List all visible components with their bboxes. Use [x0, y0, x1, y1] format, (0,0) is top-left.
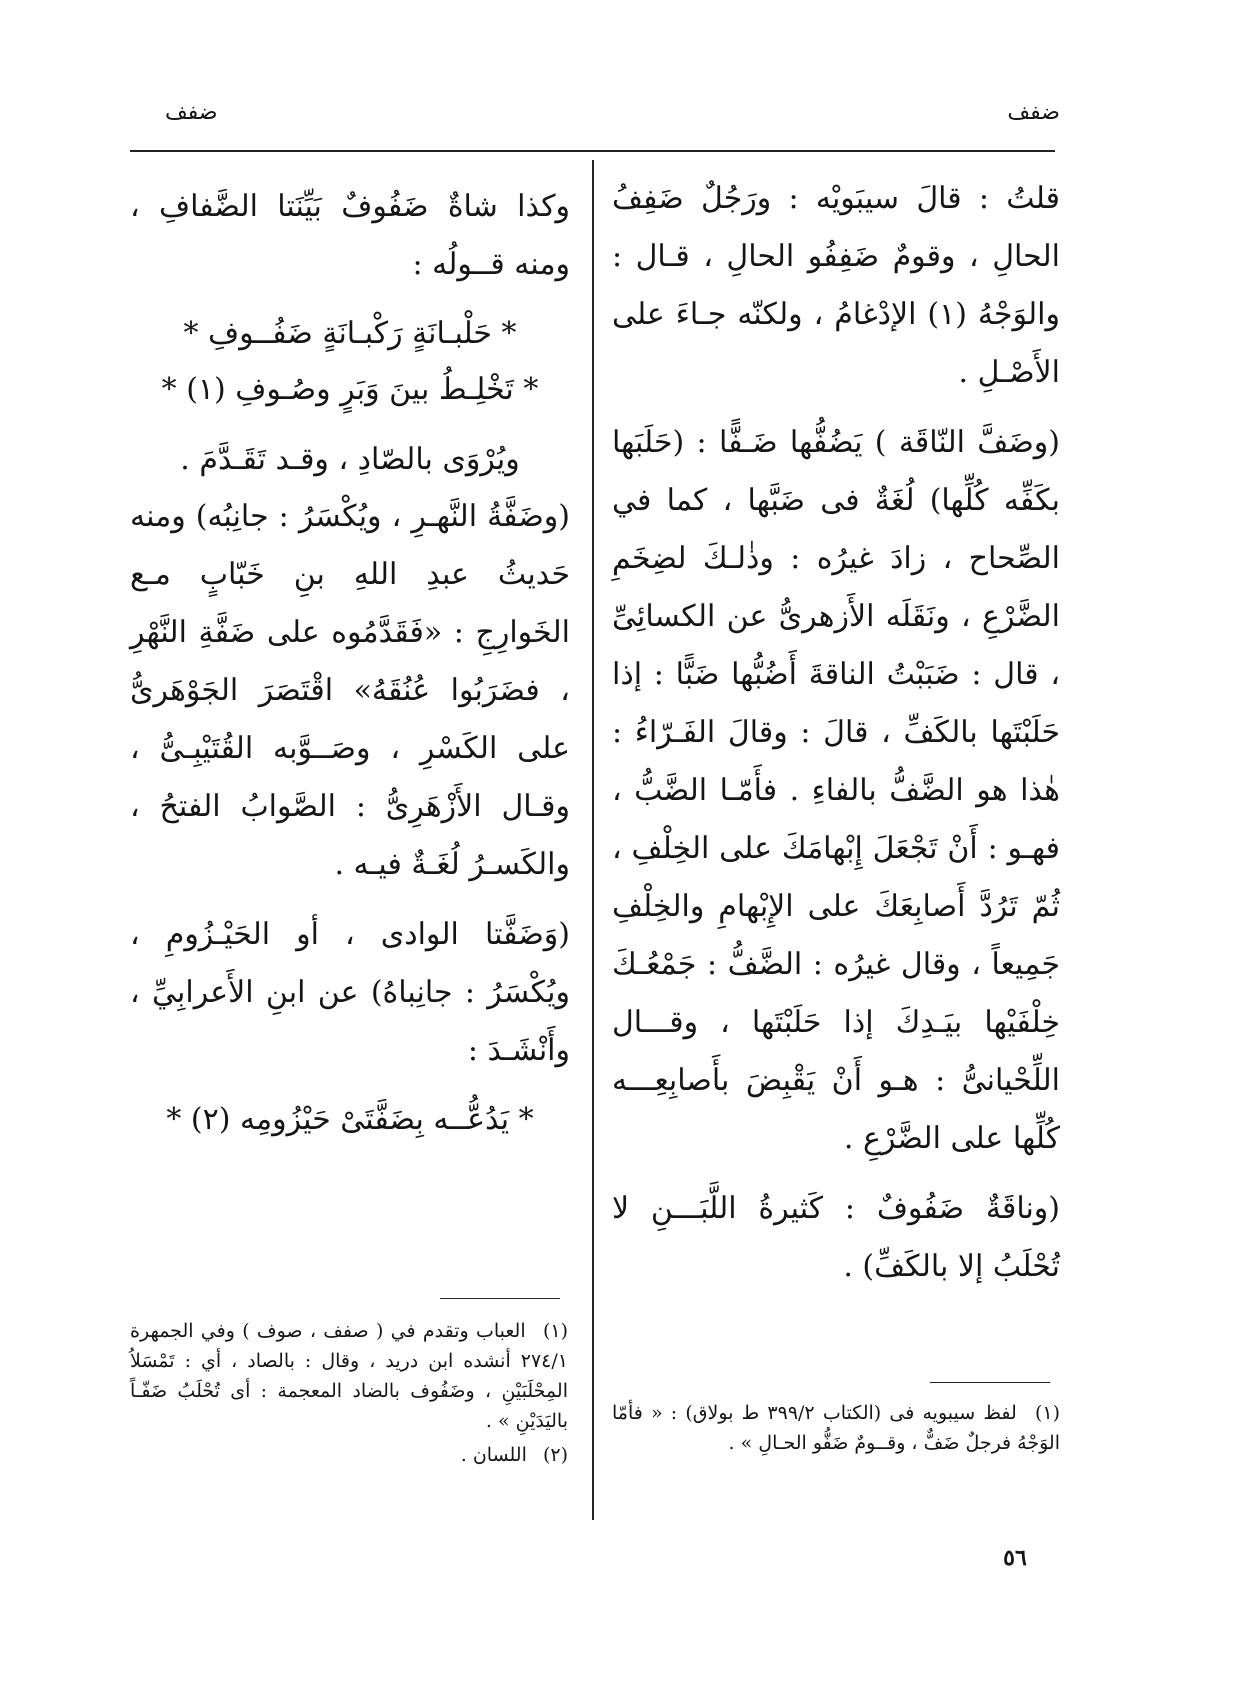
footnote-number: (١)	[542, 1320, 568, 1342]
right-column	[612, 170, 1060, 1308]
paragraph: (وناقَةٌ ضَفُوفٌ : كَثيرةُ اللَّبَـــنِ لا تُحْلَبُ إلا بالكَفِّ) .	[612, 1191, 1060, 1284]
footnote-text: لفظ سيبويه فى (الكتاب ٣٩٩/٢ ط بولاق) : « فأمّا الوَجْهُ فرجلٌ ضَفٌّ ، وقــومٌ ضَفُّو الحـالِ » .	[612, 1402, 1060, 1454]
paragraph: (وضَفَّ النّاقَة ) يَضُفُّها ضَـفًّا : (حَلَبَها بكَفِّه كُلِّها) لُغَةٌ فى ضَبَّها ، كما في الصِّحاح ، زادَ غيرُه : وذٰلـكَ لضِخَمِ الضَّرْعِ ، ونَقَلَه الأَزهرىُّ عن الكسائِىِّ ، قال : ضَبَبْتُ الناقةَ أَضُبُّها ضَبًّا : إذا حَلَبْتَها بالكَفِّ ، قالَ : وقالَ الفَـرّاءُ : هٰذا هو الضَّفُّ بالفاءِ . فأَمّـا الضَّبُّ ، فهـو : أَنْ تَجْعَلَ إِبْهامَكَ على الخِلْفِ ، ثُمّ تَرُدَّ أَصابِعَكَ على الإِبْهامِ والخِلْفِ جَمِيعاً ، وقال غيرُه : الضَّفُّ : جَمْعُـكَ خِلْفَيْها بيَـدِكَ إذا حَلَبْتَها ، وقـــال اللِّحْيانىُّ : هـو أَنْ يَقْبِضَ بأَصابِعِـــه كُلِّها على الضَّرْعِ .	[612, 425, 1060, 1156]
footnote-number: (٢)	[542, 1444, 568, 1466]
paragraph: (وَضَفَّتا الوادى ، أو الحَيْـزُومِ ، ويُكْسَرُ : جانِباهُ) عن ابنِ الأَعرابِيِّ ، وأَنْشَـدَ :	[130, 917, 570, 1068]
footnote-text: العباب وتقدم في ( صفف ، صوف ) وفي الجمهرة ٢٧٤/١ أنشده ابن دريد ، وقال : بالصاد ، أي : تَمْسَلاُ المِحْلَبَيْنِ ، وضَفُوف بالضاد المعجمة : أى تُحْلَبُ ضَفّـاً باليَدَيْنِ » .	[130, 1320, 568, 1432]
footnotes-left	[130, 1316, 568, 1474]
footnotes-right	[612, 1398, 1060, 1462]
paragraph: قلتُ : قالَ سيبَويْه : ورَجُلٌ ضَفِفُ الحالِ ، وقومٌ ضَفِفُو الحالِ ، قـال : والوَجْهُ (١) الإدْغامُ ، ولكنّه جـاءَ على الأَصْـلِ .	[612, 181, 1060, 390]
footnote	[130, 1316, 568, 1436]
footnote-rule-left	[440, 1298, 560, 1299]
paragraph: وكذا شاةٌ ضَفُوفٌ بَيِّنَتا الضَّفافِ ، ومنه قــولُه :	[130, 189, 570, 282]
footnote-number: (١)	[1034, 1402, 1060, 1424]
footnote-text: اللسان .	[460, 1444, 527, 1466]
footnote	[612, 1398, 1060, 1458]
header-rule	[130, 150, 1055, 152]
left-column	[130, 178, 570, 1148]
verse-note: ويُرْوَى بالصّادِ ، وقـد تَقَـدَّمَ .	[180, 442, 520, 477]
paragraph: (وضَفَّةُ النَّهـرِ ، ويُكْسَرُ : جانِبُه) ومنه حَديثُ عبدِ اللهِ بنِ خَبّابٍ مـع الخَوارِجِ : «فَقَدَّمُوه على ضَفَّةِ النَّهْرِ ، فضَرَبُوا عُنُقَهُ» اقْتَصَرَ الجَوْهَرىُّ على الكَسْرِ ، وصَــوَّبه القُتَيْبِـىُّ ، وقـال الأَزْهَرِىُّ : الصَّوابُ الفتحُ ، والكَسـرُ لُغَـةٌ فيـه .	[130, 499, 570, 882]
footnote	[130, 1440, 568, 1470]
page-number: ٥٦	[1003, 1545, 1027, 1571]
verse-line: * تَخْلِـطُ بينَ وَبَرٍ وصُـوفِ (١) *	[161, 372, 539, 407]
verse-block	[130, 306, 570, 418]
running-header-right: ضفف	[1007, 100, 1060, 125]
verse-line: * يَدُعُّــه بِضَفَّتَىْ حَيْزُومِه (٢) *	[166, 1102, 534, 1137]
running-header-left: ضفف	[165, 100, 218, 125]
column-divider	[592, 160, 594, 1520]
verse-line: * حَلْبـانَةٍ رَكْبـانَةٍ ضَفُــوفِ *	[183, 316, 517, 351]
footnote-rule-right	[930, 1382, 1050, 1383]
